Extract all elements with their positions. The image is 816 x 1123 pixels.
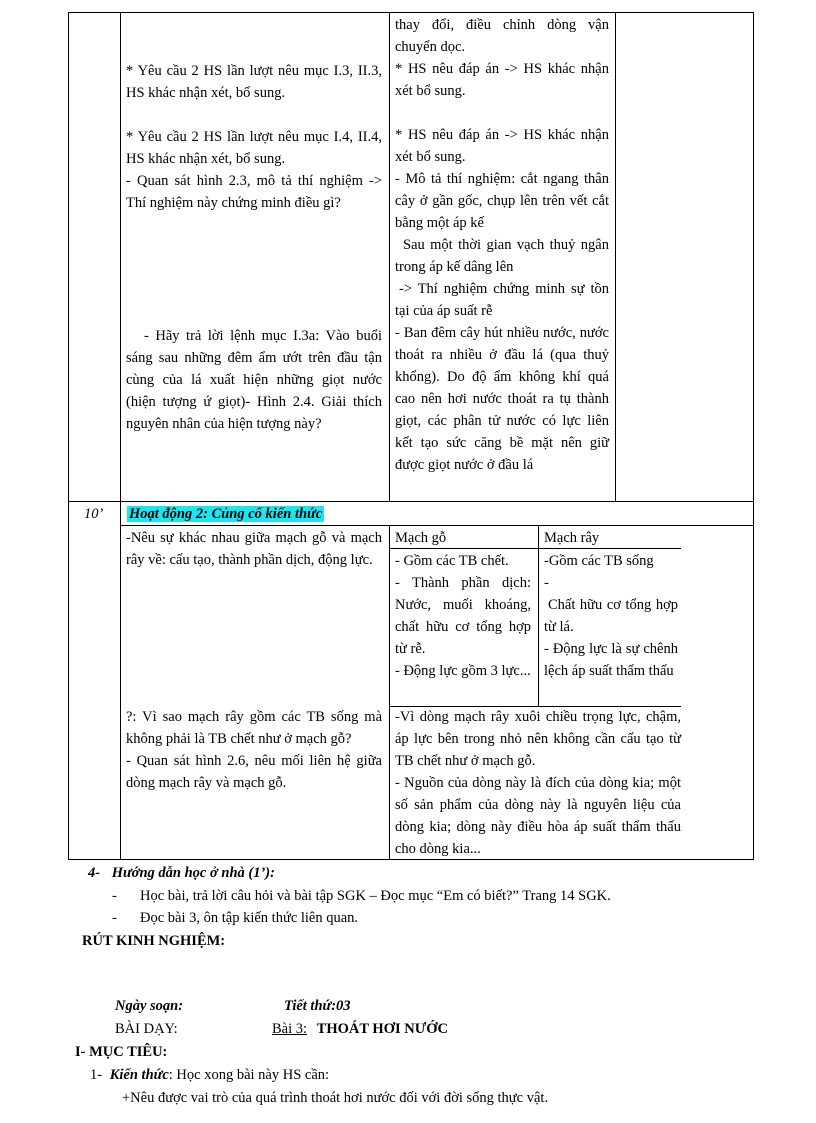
kien-thuc-line	[90, 1067, 329, 1084]
activity-item: - Quan sát hình 2.3, mô tả thí nghiệm -> Thí nghiệm này chứng minh điều gì?	[126, 173, 382, 211]
student-item: thay đổi, điều chỉnh dòng vận chuyển dọc.	[395, 17, 609, 55]
student-item: -> Thí nghiệm chứng minh sự tồn tại của áp suất rễ	[395, 281, 609, 319]
homework-title: Hướng dẫn học ở nhà (1’):	[111, 865, 275, 881]
rut-kinh-nghiem-heading: RÚT KINH NGHIỆM:	[82, 933, 226, 949]
activity-2-heading	[127, 503, 324, 525]
time-label: 10’	[84, 506, 104, 522]
subtable-header-mach-go: Mạch gỗ	[395, 530, 447, 546]
ngay-soan-label: Ngày soạn:	[115, 998, 184, 1014]
student-item: * HS nêu đáp án -> HS khác nhận xét bổ sung.	[395, 61, 609, 99]
table-col-line-lower	[389, 525, 390, 860]
activity-item: * Yêu cầu 2 HS lần lượt nêu mục I.3, II.3, HS khác nhận xét, bổ sung.	[126, 63, 382, 101]
homework-item: - Đọc bài 3, ôn tập kiến thức liên quan.	[112, 907, 712, 929]
mach-go-item: - Thành phần dịch: Nước, muối khoáng, chất hữu cơ tổng hợp từ rễ.	[395, 575, 531, 657]
mach-ray-cell	[544, 550, 678, 682]
subtable-col-line	[538, 525, 539, 706]
question-2-block	[126, 706, 382, 794]
table-row-line-2	[120, 525, 754, 526]
mach-go-cell	[395, 550, 531, 682]
student-item: - Mô tả thí nghiệm: cắt ngang thân cây ở gần gốc, chụp lên trên vết cắt bằng một áp kế	[395, 171, 609, 231]
mach-go-item: - Gồm các TB chết.	[395, 553, 509, 569]
tiet-thu-label: Tiết thứ:03	[284, 998, 351, 1014]
table-col-line-3	[615, 12, 616, 501]
answer-3: - Nguồn của dòng này là đích của dòng kia; một số sản phẩm của dòng này là nguyên liệu của dòng kia; dòng này điều hòa áp suất thẩm thấu cho dòng kia...	[395, 775, 681, 857]
activity-item: * Yêu cầu 2 HS lần lượt nêu mục I.4, II.4, HS khác nhận xét, bổ sung.	[126, 129, 382, 167]
kien-thuc-label: Kiến thức	[109, 1067, 169, 1083]
homework-item: - Học bài, trả lời câu hỏi và bài tập SGK – Đọc mục “Em có biết?” Trang 14 SGK.	[112, 885, 712, 907]
mach-ray-item: -	[544, 575, 549, 591]
activity-item: - Hãy trả lời lệnh mục I.3a: Vào buổi sáng sau những đêm ẩm ướt trên đầu tận cùng của lá xuất hiện những giọt nước (hiện tượng ứ giọt)- Hình 2.4. Giải thích nguyên nhân của hiện tượng này?	[126, 328, 382, 432]
lesson-title-line	[272, 1021, 448, 1038]
kien-thuc-rest: : Học xong bài này HS cần:	[168, 1067, 330, 1083]
answer-block	[395, 706, 681, 860]
table-col-line-2	[389, 12, 390, 501]
teacher-activity-cell-2	[126, 325, 382, 435]
muc-tieu-heading: I- MỤC TIÊU:	[75, 1044, 168, 1060]
teacher-activity-cell	[126, 60, 382, 214]
mach-ray-item: -Gồm các TB sống	[544, 553, 654, 569]
homework-heading	[88, 862, 275, 884]
mach-ray-item: - Động lực là sự chênh lệch áp suất thẩm thấu	[544, 641, 678, 679]
table-row-line-1	[68, 501, 754, 502]
lesson-title: THOÁT HƠI NƯỚC	[316, 1021, 448, 1037]
lesson-number: Bài 3:	[272, 1021, 308, 1037]
student-item: * HS nêu đáp án -> HS khác nhận xét bổ sung.	[395, 127, 609, 165]
question-1: -Nêu sự khác nhau giữa mạch gỗ và mạch rây về: cấu tạo, thành phần dịch, động lực.	[126, 530, 382, 568]
student-item: Sau một thời gian vạch thuỷ ngân trong áp kế dâng lên	[395, 237, 609, 275]
student-activity-cell	[395, 14, 609, 476]
student-item: - Ban đêm cây hút nhiều nước, nước thoát ra nhiều ở đầu lá (qua thuỷ khổng). Do độ ẩm không khí quá cao nên hơi nước thoát ra tụ thành giọt, các phân tử nước có lực liên kết tạo sức căng bề mặt nên giữ được giọt nước ở đầu lá	[395, 325, 609, 473]
bai-day-label: BÀI DẠY:	[115, 1021, 178, 1037]
goal-item: +Nêu được vai trò của quá trình thoát hơi nước đối với đời sống thực vật.	[122, 1090, 549, 1106]
mach-ray-item: Chất hữu cơ tổng hợp từ lá.	[544, 597, 678, 635]
activity-2-title: Hoạt động 2: Củng cố kiến thức	[129, 506, 323, 522]
homework-number: 4-	[88, 865, 101, 881]
mach-go-item: - Động lực gồm 3 lực...	[395, 663, 531, 679]
table-col-line-1	[120, 12, 121, 860]
answer-2: -Vì dòng mạch rây xuôi chiều trọng lực, chậm, áp lực bên trong nhỏ nên không cần cấu tạo từ TB chết như ở mạch gỗ.	[395, 709, 681, 769]
kien-thuc-number: 1-	[90, 1067, 103, 1083]
question-2: ?: Vì sao mạch rây gồm các TB sống mà không phải là TB chết như ở mạch gỗ?	[126, 709, 382, 747]
homework-list	[112, 885, 712, 929]
question-3: - Quan sát hình 2.6, nêu mối liên hệ giữa dòng mạch rây và mạch gỗ.	[126, 753, 382, 791]
subtable-header-mach-ray: Mạch rây	[544, 530, 600, 546]
